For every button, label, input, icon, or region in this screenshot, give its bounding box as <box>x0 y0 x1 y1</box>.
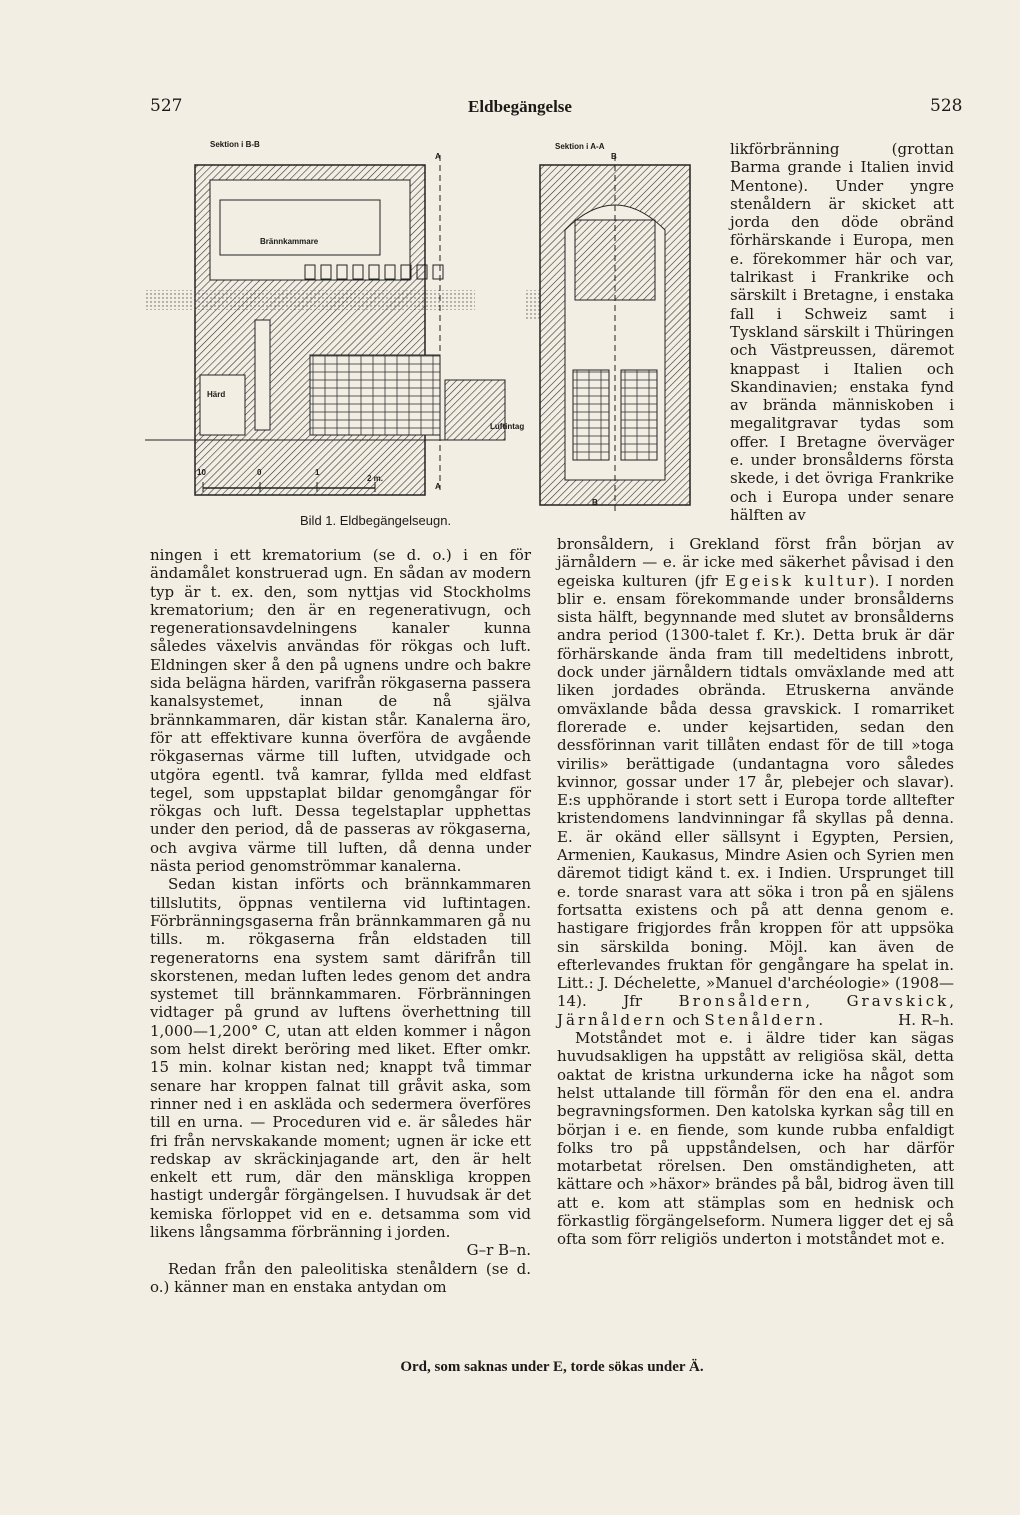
furnace-drawing <box>145 140 700 520</box>
left-paragraph-2-text: Sedan kistan införts och brännkammaren tillslutits, öppnas ventilerna vid luftintagen. Förbränningsgaserna från brännkammaren gå nu tills. m. rökgaserna från eldstaden till regeneratorns ena system samt därifrån till skorstenen, medan luften ledes genom det andra systemet till brännkammaren. Förbränningen vidtager på grund av luftens överhettning till 1,000—1,200° C, utan att elden kommer i någon som helst direkt beröring med liket. Efter omkr. 15 min. kolnar kistan ned; knappt två timmar senare har kroppen falnat till gråvit aska, som rinner ned i en askläda och sedermera överföres till en urna. — Proceduren vid e. är således här fri från nervskakande moment; ugnen är icke ett redskap av skräckinjagande art, den är helt enkelt ett rum, där den mänskliga kroppen hastigt undergår förgängelsen. I huvudsak är det kemiska förloppet vid en e. detsamma som vid likens långsamma förbränning i jorden. <box>150 875 531 1241</box>
luftintag-label: Luftintag <box>490 422 525 431</box>
brannkammare-label: Brännkammare <box>260 237 319 246</box>
text-segment: , <box>805 992 847 1011</box>
left-column <box>150 546 531 1296</box>
section-bb-label: Sektion i B-B <box>210 140 260 149</box>
text-segment: ). I norden blir e. ensam förekommande under bronsålderns sista hälft, begynnande med slutet av bronsålderns andra period (1300-talet f. Kr.). Detta bruk är där förhärskande ända fram till medeltidens inbrott, dock under järnåldern tidtals omväxlande med att liken jordades obrända. Etruskerna använde omväxlande båda dessa gravskick. I romarriket florerade e. under kejsartiden, sedan den dessförinnan varit tillåten endast för de till »toga virilis» berättigade (undantagna voro således kvinnor, gossar under 17 år, plebejer och slavar). E:s upphörande i stort sett i Europa torde alltefter kristendomens landvinningar få skyllas på denna. E. är okänd eller sällsynt i Egypten, Persien, Armenien, Kaukasus, Mindre Asien och Syrien men däremot tidigt känd t. ex. i Indien. Ursprunget till e. torde snarast vara att söka i tron på en själens fortsatta existens och på att denna genom e. hastigare frigjordes från kroppen för att uppsöka sin särskilda boning. Möjl. kan även de efterlevandes fruktan för gengångare ha spelat in. Litt.: J. Déchelette, »Manuel d'archéologie» (1908—14). Jfr <box>557 571 954 1011</box>
crossref-bronsaldern: Bronsåldern <box>678 992 806 1011</box>
scale-0: 0 <box>257 468 262 477</box>
footer-note: Ord, som saknas under E, torde sökas under Ä. <box>400 1359 704 1375</box>
text-segment: . <box>818 1010 824 1029</box>
label-a-top: A <box>435 152 441 161</box>
scale-10: 10 <box>197 468 206 477</box>
right-top-paragraph: likförbränning (grottan Barma grande i Italien invid Mentone). Under yngre stenåldern är skicket att jorda den döde obränd förhärskande i Europa, men e. förekommer här och var, talrikast i Frankrike och särskilt i Bretagne, i enstaka fall i Schweiz samt i Tyskland särskilt i Thüringen och Västpreussen, däremot knappast i Italien och Skandinavien; enstaka fynd av brända människoben i megalitgravar tydas som offer. I Bretagne överväger e. under bronsålderns första skede, i det övriga Frankrike och i Europa under senare hälften av <box>730 140 954 524</box>
section-bb <box>145 155 505 495</box>
furnace-figure <box>145 140 700 520</box>
label-a-bottom: A <box>435 482 441 491</box>
right-paragraph-2: Motståndet mot e. i äldre tider kan sägas huvudsakligen ha uppstått av religiösa skäl, detta oaktat de kristna urkunderna icke ha något som helst uttalande till förmån för den ena el. andra begravningsformen. Den katolska kyrkan såg till en början i e. en fiende, som kunde rubba enfaldigt folks tro på uppståndelsen, och har därför motarbetat rörelsen. Den omständigheten, att kättare och »häxor» brändes på bål, bidrog även till att e. kom att stämplas som en hednisk och förkastlig förgängelseform. Numera ligger det ej så ofta som förr religiös underton i motståndet mot e. <box>557 1029 954 1249</box>
section-aa <box>525 155 690 512</box>
crossref-egeisk-kultur: Egeisk kultur <box>725 571 869 590</box>
crossref-jarnaldern: Järnåldern <box>557 1010 668 1029</box>
left-paragraph-2 <box>150 875 531 1260</box>
right-column-top <box>730 140 954 524</box>
hard-label: Härd <box>207 390 226 399</box>
left-paragraph-3: Redan från den paleolitiska stenåldern (se d. o.) känner man en enstaka antydan om <box>150 1259 531 1296</box>
page-number-left: 527 <box>150 96 183 116</box>
scale-2m: 2 m. <box>367 474 384 483</box>
left-paragraph-1: ningen i ett krematorium (se d. o.) i en för ändamålet konstruerad ugn. En sådan av modern typ är t. ex. den, som nyttjas vid Stockholms krematorium; den är en regenerativugn, och regenerationsavdelningens kanaler kunna således växelvis användas för rökgas och luft. Eldningen sker å den på ugnens undre och bakre sida belägna härden, varifrån rökgaserna passera kanalsystemet, innan de nå själva brännkammaren, där kistan står. Kanalerna äro, för att effektivare kunna överföra de avgående rökgasernas värme till luften, utvidgade och utgöra egentl. två kamrar, fyllda med eldfast tegel, som uppstaplat bildar genomgångar för rökgas och luft. Dessa tegelstaplar upphettas under den period, då de passeras av rökgaserna, och avgiva värme till luften, då denna under nästa period genomströmmar kanalerna. <box>150 546 531 876</box>
scale-1: 1 <box>315 468 320 477</box>
text-segment: och <box>667 1010 705 1029</box>
crossref-stenaldern: Stenåldern <box>704 1010 819 1029</box>
text-segment: , <box>949 992 954 1011</box>
running-title: Eldbegängelse <box>468 97 572 116</box>
label-b-bottom: B <box>592 498 598 507</box>
signature-hrh: H. R–h. <box>898 1010 954 1029</box>
text-segment: bronsåldern, i Grekland först från början av järnåldern — e. är icke med säkerhet påvisad i den egeiska kulturen (jfr <box>557 535 954 590</box>
section-aa-label: Sektion i A-A <box>555 142 605 151</box>
right-column <box>557 535 954 1249</box>
crossref-gravskick: Gravskick <box>846 992 950 1011</box>
figure-caption: Bild 1. Eldbegängelseugn. <box>300 513 452 528</box>
right-paragraph-1 <box>557 535 954 1029</box>
page-number-right: 528 <box>930 96 963 116</box>
label-b-top: B <box>611 152 617 161</box>
signature-gr-bn: G–r B–n. <box>466 1241 531 1260</box>
